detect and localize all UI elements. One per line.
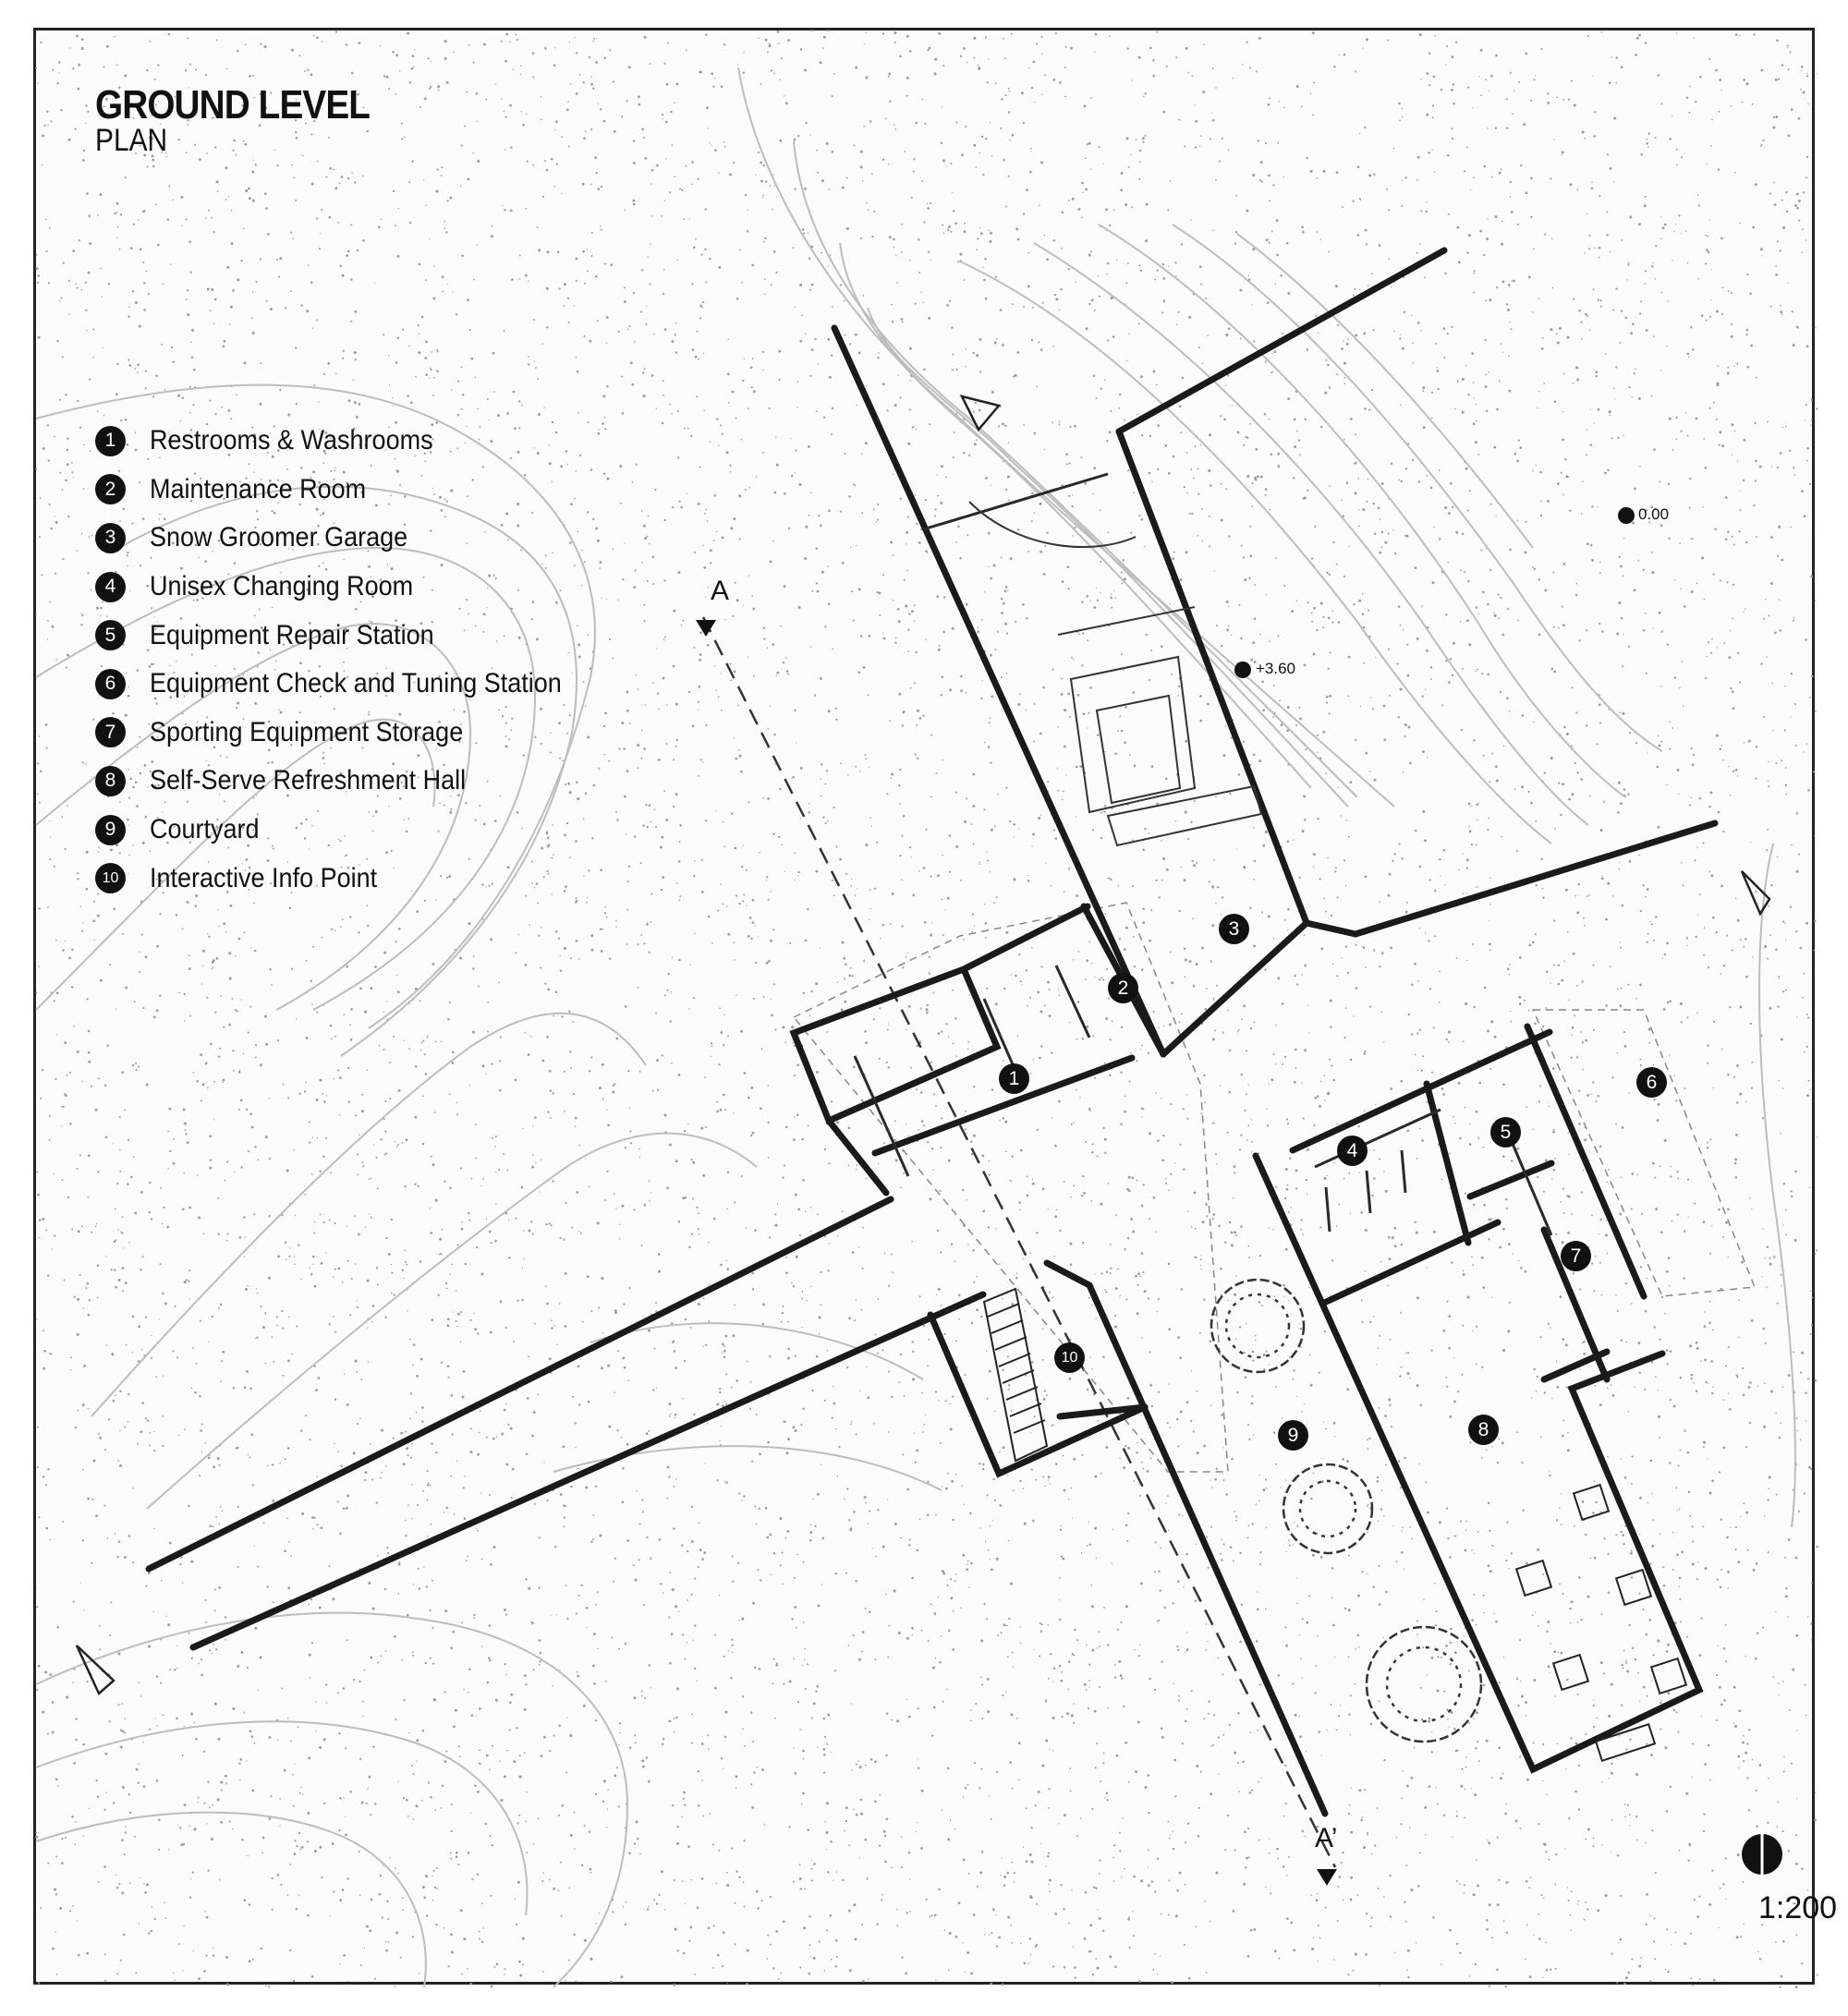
level-marker-icons [1234, 507, 1635, 678]
legend-label: Sporting Equipment Storage [150, 716, 464, 747]
legend-label: Unisex Changing Room [150, 571, 414, 602]
legend-number-badge: 9 [95, 815, 126, 845]
room-marker-1: 1 [999, 1063, 1029, 1094]
room-marker-9: 9 [1278, 1420, 1308, 1451]
stair [984, 1289, 1047, 1461]
legend-item [95, 757, 607, 806]
legend-item [95, 417, 607, 466]
legend-label: Snow Groomer Garage [150, 522, 408, 553]
legend-item [95, 563, 607, 612]
legend-number-badge: 4 [95, 572, 126, 602]
legend-item [95, 611, 607, 660]
room-marker-2: 2 [1108, 973, 1138, 1003]
room-marker-6: 6 [1636, 1067, 1667, 1098]
legend-number-badge: 5 [95, 620, 126, 650]
dashed-outlines [794, 903, 1755, 1472]
legend-item [95, 660, 607, 709]
legend-number-badge: 10 [95, 863, 126, 893]
terrain-contours [36, 67, 1795, 1987]
drawing-subtitle: PLAN [95, 123, 168, 158]
legend-number-badge: 1 [95, 426, 126, 456]
legend-label: Equipment Repair Station [150, 619, 434, 650]
level-label-raised: +3.60 [1256, 660, 1296, 677]
north-arrow-icon [1742, 1834, 1782, 1875]
legend-item [95, 466, 607, 515]
snow-groomer-drawing [969, 502, 1261, 845]
room-marker-5: 5 [1490, 1117, 1521, 1148]
room-marker-4: 4 [1337, 1136, 1368, 1166]
site-plan-drawing [36, 30, 1818, 1987]
legend-item [95, 514, 607, 563]
legend-label: Maintenance Room [150, 473, 367, 504]
legend-item [95, 709, 607, 758]
room-marker-8: 8 [1468, 1415, 1499, 1445]
legend-item [95, 806, 607, 855]
plan-sheet [33, 28, 1838, 1985]
scale-label: 1:200 [1758, 1890, 1838, 1925]
legend-label: Courtyard [150, 814, 260, 845]
section-label-end: A’ [1315, 1823, 1338, 1853]
cafe-tables [1516, 1485, 1686, 1761]
section-label-start: A [711, 576, 730, 606]
legend-number-badge: 7 [95, 717, 126, 747]
room-marker-3: 3 [1219, 914, 1249, 944]
level-label-ground: 0.00 [1638, 505, 1670, 523]
legend-number-badge: 3 [95, 523, 126, 553]
room-legend [95, 417, 607, 903]
legend-number-badge: 8 [95, 766, 126, 796]
legend-label: Interactive Info Point [150, 862, 378, 893]
drawing-title: GROUND LEVEL [95, 82, 371, 128]
legend-number-badge: 6 [95, 669, 126, 699]
legend-number-badge: 2 [95, 474, 126, 504]
legend-label: Restrooms & Washrooms [150, 425, 433, 456]
legend-label: Self-Serve Refreshment Hall [150, 765, 467, 796]
room-marker-10: 10 [1054, 1342, 1085, 1373]
legend-item [95, 854, 607, 903]
room-marker-7: 7 [1561, 1241, 1591, 1271]
legend-label: Equipment Check and Tuning Station [150, 668, 562, 699]
